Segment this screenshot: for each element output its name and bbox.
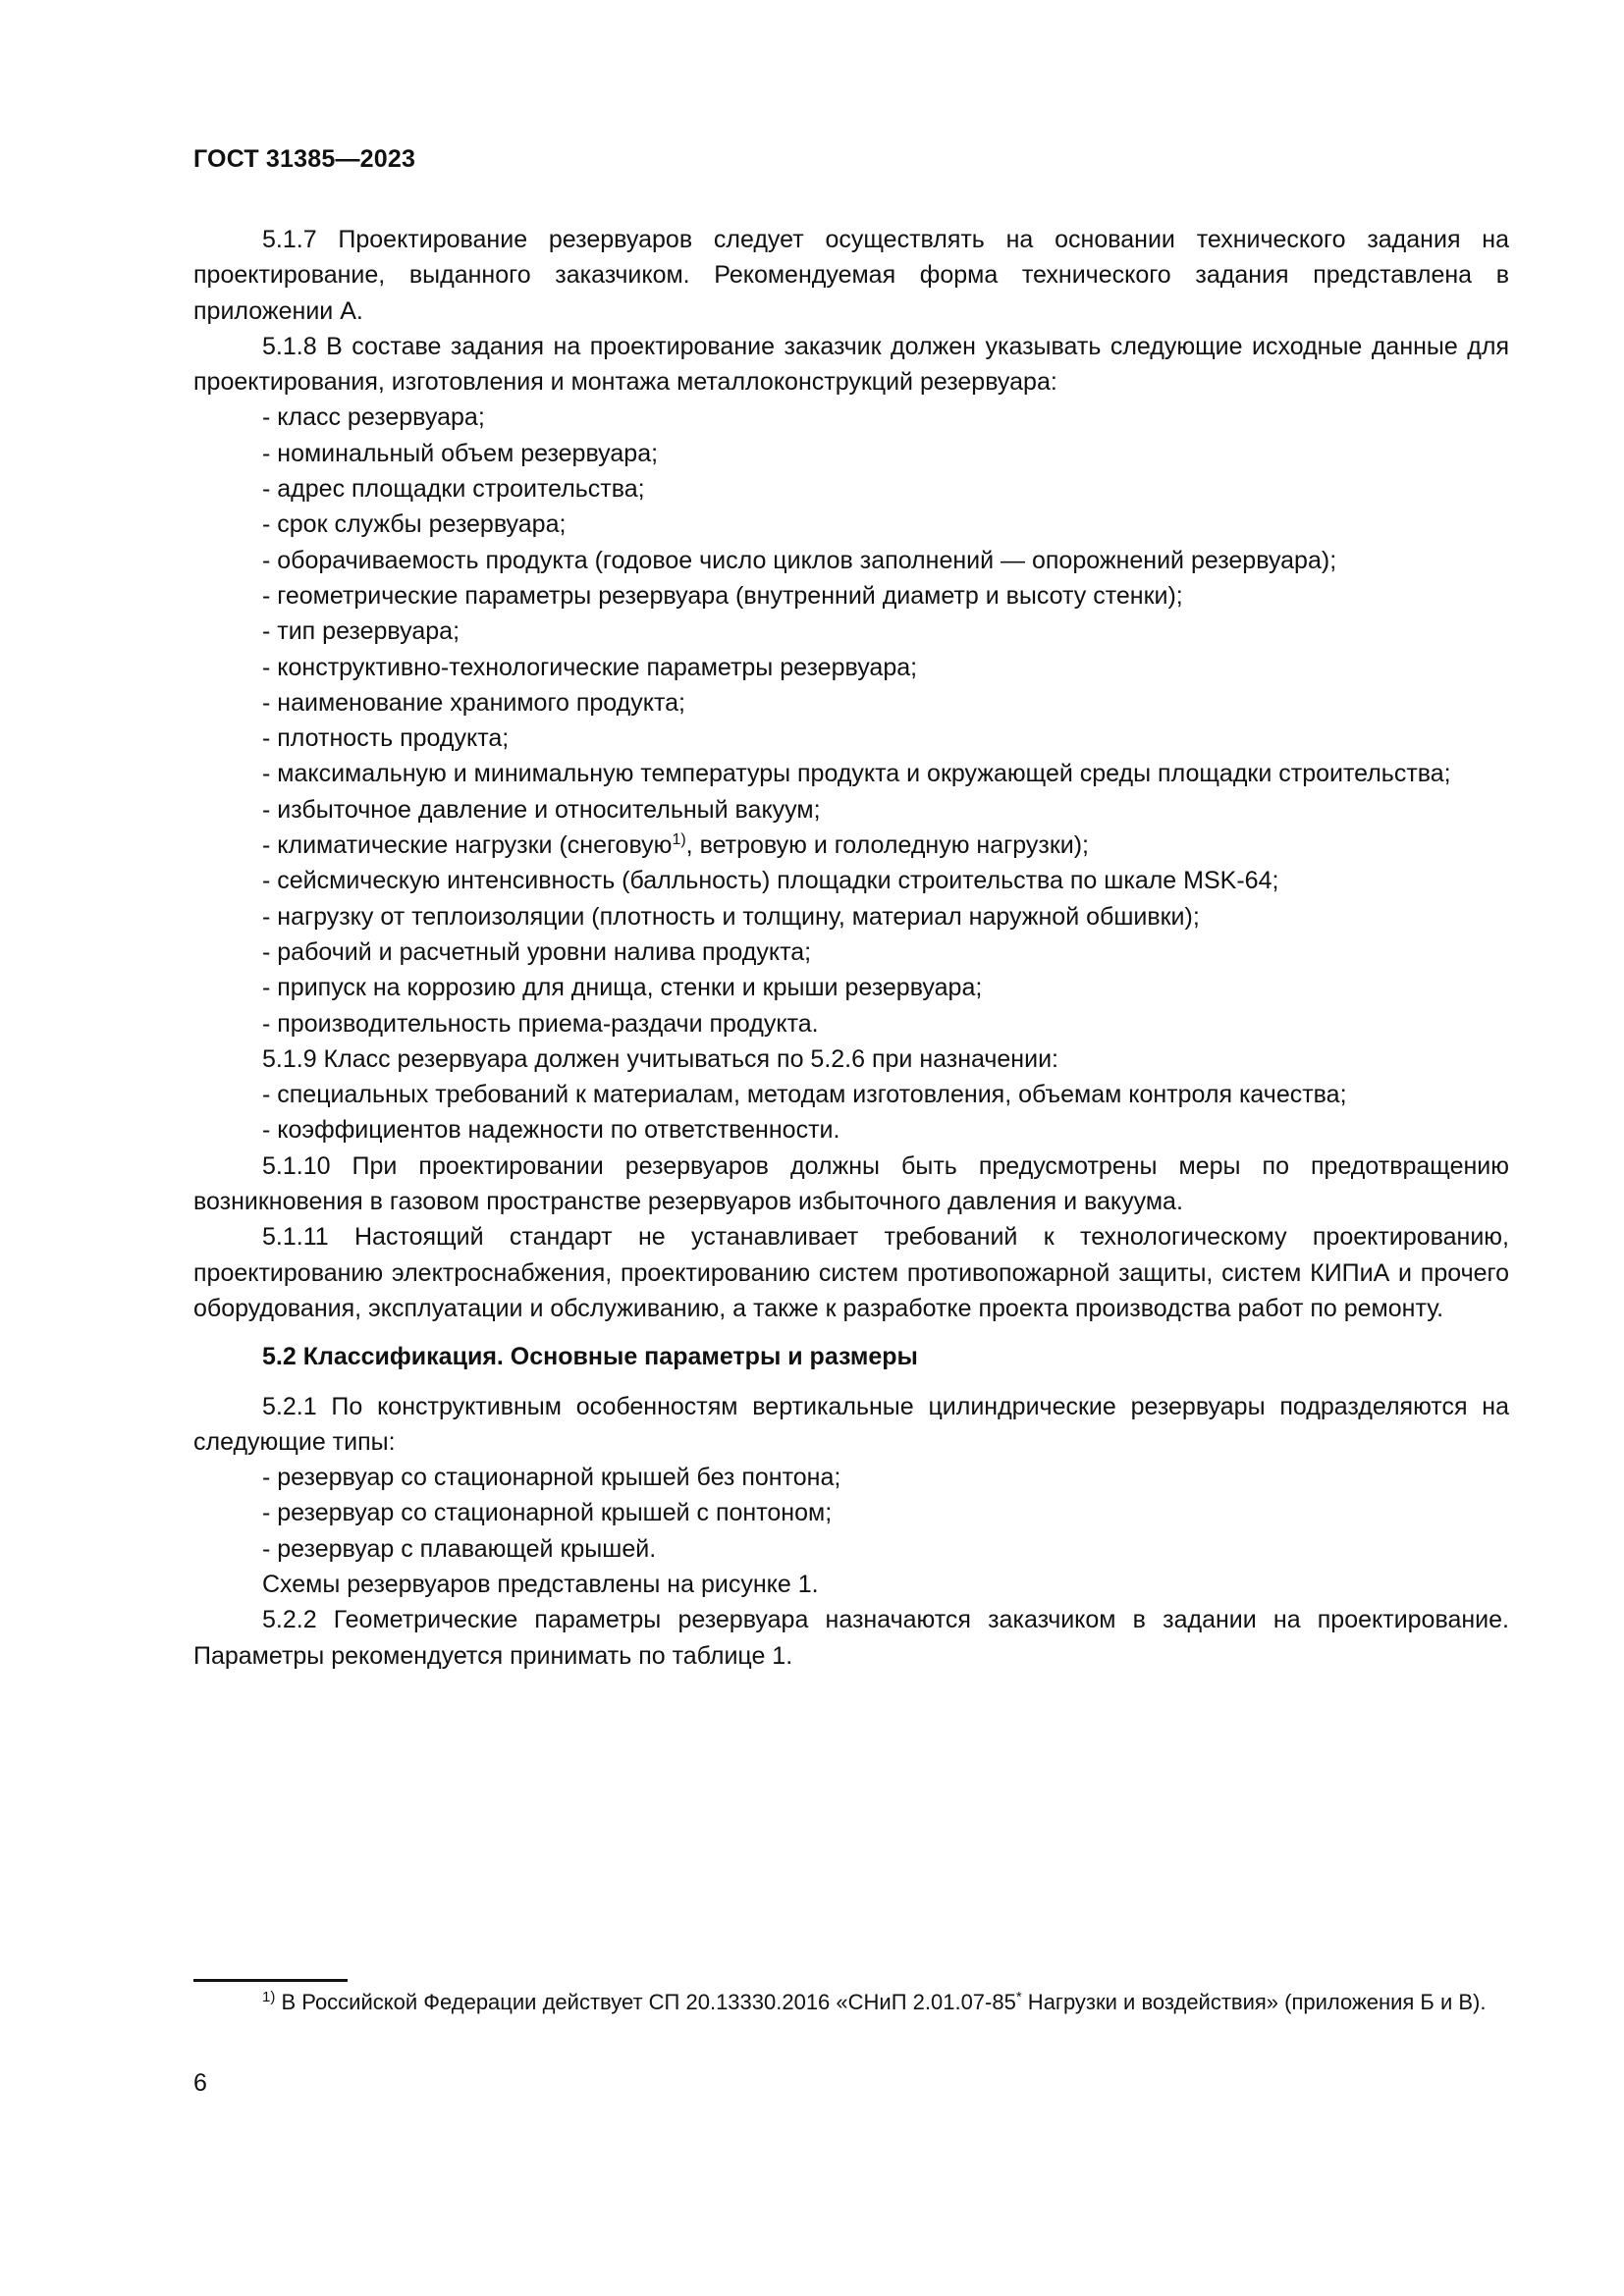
list-item: - специальных требований к материалам, методам изготовления, объемам контроля качества;: [262, 1081, 1347, 1109]
paragraph-5-1-10: 5.1.10 При проектировании резервуаров должны быть предусмотрены меры по предотвращению возникновения в газовом пространстве резервуаров избыточного давления и вакуума.: [193, 1151, 1509, 1216]
paragraph-5-1-7: 5.1.7 Проектирование резервуаров следует осуществлять на основании технического задания на проектирование, выданного заказчиком. Рекомендуемая форма технического задания представлена в приложении А.: [193, 226, 1509, 325]
list-item: - оборачиваемость продукта (годовое число циклов заполнений — опорожнений резервуара);: [262, 546, 1337, 574]
footnote: [193, 1987, 1509, 2018]
list-item: - сейсмическую интенсивность (балльность) площадки строительства по шкале MSK-64;: [262, 867, 1279, 895]
document-header: ГОСТ 31385—2023: [193, 145, 416, 173]
paragraph-5-1-9: 5.1.9 Класс резервуара должен учитываться по 5.2.6 при назначении:: [262, 1044, 1058, 1073]
list-item-climate-loads: [193, 828, 1509, 863]
footnote-text-end: Нагрузки и воздействия» (приложения Б и В).: [1021, 1990, 1487, 2014]
list-item: - производительность приема-раздачи продукта.: [262, 1009, 819, 1038]
section-heading-5-2: 5.2 Классификация. Основные параметры и размеры: [262, 1343, 918, 1371]
list-item: - адрес площадки строительства;: [262, 475, 645, 504]
list-item: - резервуар со стационарной крышей без понтона;: [262, 1464, 841, 1492]
paragraph-5-2-1: 5.2.1 По конструктивным особенностям вертикальные цилиндрические резервуары подразделяются на следующие типы:: [193, 1392, 1509, 1456]
list-item: - плотность продукта;: [262, 724, 510, 753]
list-item: - коэффициентов надежности по ответственности.: [262, 1116, 840, 1145]
list-item: - припуск на коррозию для днища, стенки и крыши резервуара;: [262, 974, 983, 1002]
figure-reference: Схемы резервуаров представлены на рисунке 1.: [262, 1570, 819, 1598]
page-number: 6: [193, 2069, 207, 2097]
list-item: - геометрические параметры резервуара (внутренний диаметр и высоту стенки);: [262, 581, 1183, 610]
main-content: [193, 222, 1509, 1674]
footnote-text: [193, 1987, 1509, 2018]
footnote-marker: 1): [262, 1989, 276, 2005]
list-item: - тип резервуара;: [262, 617, 460, 646]
footnote-divider: [193, 1979, 348, 1982]
list-item: - рабочий и расчетный уровни налива продукта;: [262, 937, 812, 966]
list-item: - нагрузку от теплоизоляции (плотность и толщину, материал наружной обшивки);: [262, 902, 1200, 931]
list-item: - конструктивно-технологические параметры резервуара;: [262, 653, 918, 681]
climate-text-end: , ветровую и гололедную нагрузки);: [685, 831, 1089, 860]
paragraph-5-1-11: 5.1.11 Настоящий стандарт не устанавливает требований к технологическому проектированию, проектированию электроснабжения, проектированию систем противопожарной защиты, систем КИПиА и прочего оборудования, эксплуатации и обслуживанию, а также к разработке проекта производства работ по ремонту.: [193, 1223, 1509, 1322]
list-item: - номинальный объем резервуара;: [262, 439, 659, 467]
climate-text-start: - климатические нагрузки (снеговую: [262, 831, 673, 860]
paragraph-5-1-8: 5.1.8 В составе задания на проектирование заказчик должен указывать следующие исходные данные для проектирования, изготовления и монтажа металлоконструкций резервуара:: [193, 332, 1509, 397]
footnote-asterisk: *: [1015, 1989, 1022, 2005]
list-item: - класс резервуара;: [262, 403, 485, 432]
list-item: - наименование хранимого продукта;: [262, 688, 685, 717]
footnote-ref: 1): [672, 831, 686, 849]
list-item: - резервуар со стационарной крышей с понтоном;: [262, 1499, 833, 1527]
list-item: - срок службы резервуара;: [262, 510, 567, 539]
list-item: - избыточное давление и относительный вакуум;: [262, 795, 821, 824]
list-item: - максимальную и минимальную температуры продукта и окружающей среды площадки строительства;: [262, 760, 1451, 788]
footnote-text-start: В Российской Федерации действует СП 20.13330.2016 «СНиП 2.01.07-85: [275, 1990, 1016, 2014]
list-item: - резервуар с плавающей крышей.: [262, 1534, 657, 1563]
paragraph-5-2-2: 5.2.2 Геометрические параметры резервуара назначаются заказчиком в задании на проектирование. Параметры рекомендуется принимать по таблице 1.: [193, 1606, 1509, 1670]
